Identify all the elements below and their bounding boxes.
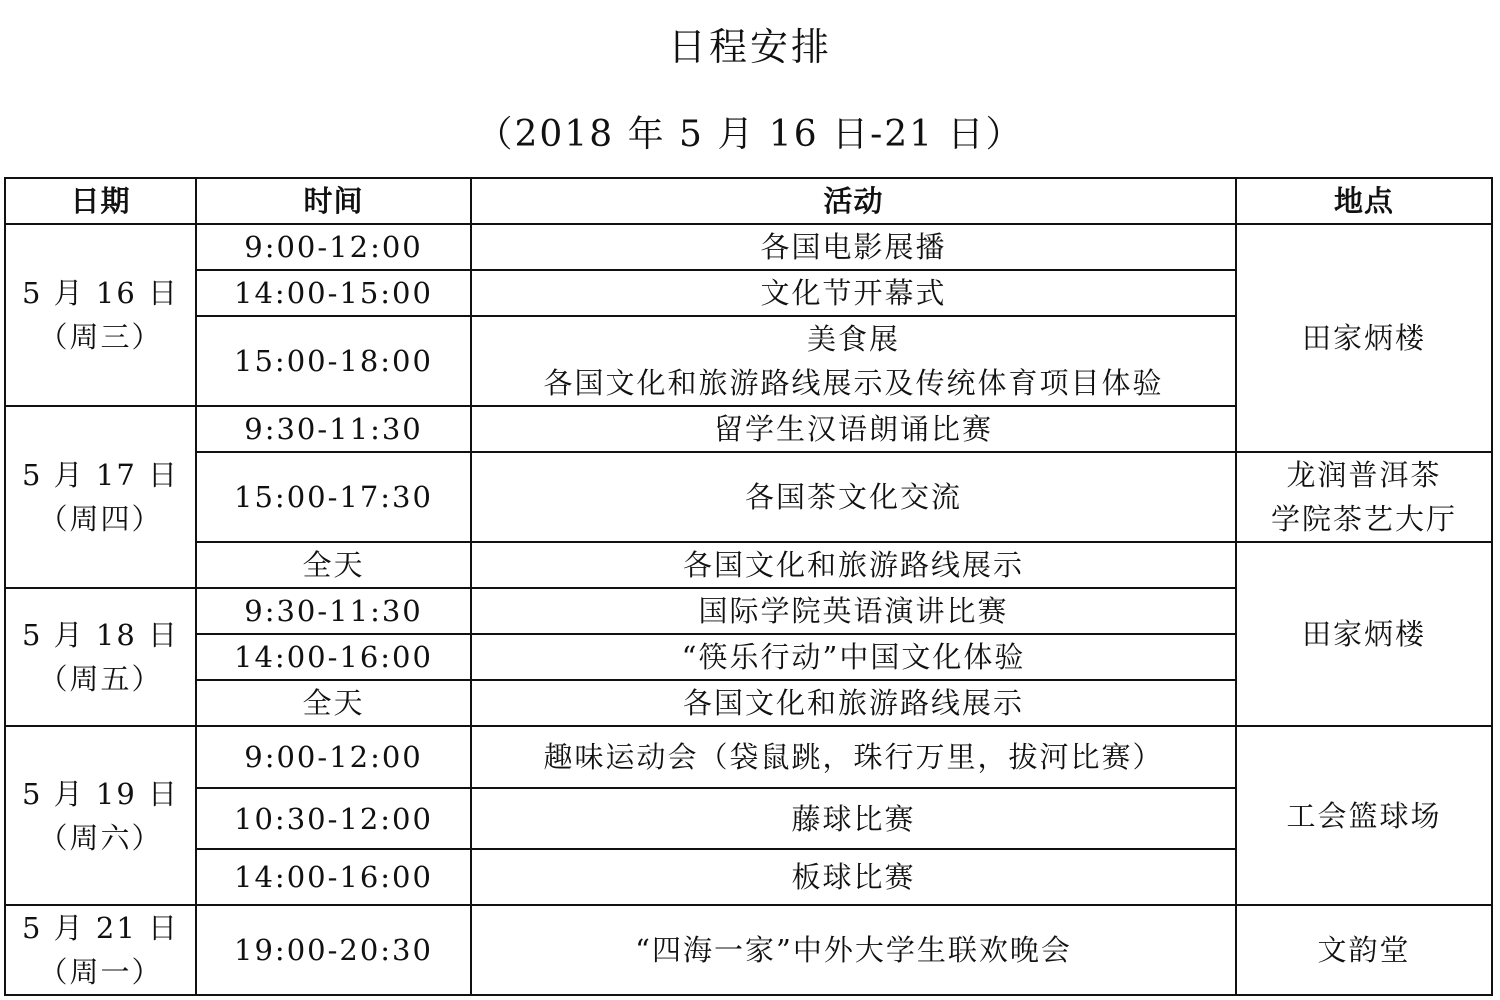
activity-cell: 各国文化和旅游路线展示 xyxy=(471,542,1236,588)
date-cell xyxy=(5,224,196,406)
header-activity: 活动 xyxy=(471,178,1236,224)
table-header-row xyxy=(5,178,1492,224)
schedule-table xyxy=(4,177,1493,996)
activity-cell: 藤球比赛 xyxy=(471,788,1236,849)
date-cell xyxy=(5,726,196,905)
activity-cell: “筷乐行动”中国文化体验 xyxy=(471,634,1236,680)
activity-cell: 板球比赛 xyxy=(471,849,1236,905)
location-cell xyxy=(1236,726,1492,905)
date-line: 5 月 17 日 xyxy=(21,458,179,492)
time-cell: 15:00-18:00 xyxy=(196,316,471,406)
activity-cell: 各国茶文化交流 xyxy=(471,452,1236,542)
date-line: 5 月 16 日 xyxy=(21,276,179,310)
location-cell xyxy=(1236,452,1492,542)
time-cell: 全天 xyxy=(196,542,471,588)
location-line: 龙润普洱茶 xyxy=(1286,458,1442,492)
date-cell xyxy=(5,406,196,588)
table-row xyxy=(5,905,1492,995)
location-line: 文韵堂 xyxy=(1317,933,1411,967)
location-cell xyxy=(1236,224,1492,452)
weekday-line: （周三） xyxy=(38,320,163,354)
weekday-line: （周四） xyxy=(38,502,163,536)
date-line: 5 月 21 日 xyxy=(21,911,179,945)
header-location: 地点 xyxy=(1236,178,1492,224)
table-row xyxy=(5,224,1492,270)
date-cell xyxy=(5,905,196,995)
date-line: 5 月 18 日 xyxy=(21,618,179,652)
time-cell: 14:00-16:00 xyxy=(196,849,471,905)
activity-cell: 国际学院英语演讲比赛 xyxy=(471,588,1236,634)
activity-cell: 趣味运动会（袋鼠跳，珠行万里，拔河比赛） xyxy=(471,726,1236,788)
page-title: 日程安排 xyxy=(667,25,832,69)
time-cell: 10:30-12:00 xyxy=(196,788,471,849)
location-cell xyxy=(1236,905,1492,995)
date-line: 5 月 19 日 xyxy=(21,776,179,811)
time-cell: 9:00-12:00 xyxy=(196,224,471,270)
location-cell xyxy=(1236,542,1492,726)
table-row xyxy=(5,452,1492,542)
date-cell xyxy=(5,588,196,726)
activity-cell: 文化节开幕式 xyxy=(471,270,1236,316)
table-row xyxy=(5,542,1492,588)
time-cell: 9:30-11:30 xyxy=(196,588,471,634)
activity-cell: 各国电影展播 xyxy=(471,224,1236,270)
header-date: 日期 xyxy=(5,178,196,224)
activity-cell: 留学生汉语朗诵比赛 xyxy=(471,406,1236,452)
time-cell: 全天 xyxy=(196,680,471,726)
location-line: 田家炳楼 xyxy=(1301,321,1426,355)
time-cell: 14:00-16:00 xyxy=(196,634,471,680)
activity-cell: 各国文化和旅游路线展示 xyxy=(471,680,1236,726)
weekday-line: （周一） xyxy=(38,955,163,989)
activity-line: 各国文化和旅游路线展示及传统体育项目体验 xyxy=(543,366,1164,400)
time-cell: 15:00-17:30 xyxy=(196,452,471,542)
activity-cell xyxy=(471,316,1236,406)
time-cell: 9:30-11:30 xyxy=(196,406,471,452)
time-cell: 9:00-12:00 xyxy=(196,726,471,788)
activity-line: 美食展 xyxy=(806,322,900,356)
header-time: 时间 xyxy=(196,178,471,224)
location-line: 工会篮球场 xyxy=(1286,798,1442,833)
weekday-line: （周五） xyxy=(38,662,163,696)
page-subtitle: （2018 年 5 月 16 日-21 日） xyxy=(476,114,1024,155)
location-line: 学院茶艺大厅 xyxy=(1270,502,1457,536)
time-cell: 14:00-15:00 xyxy=(196,270,471,316)
activity-cell: “四海一家”中外大学生联欢晚会 xyxy=(471,905,1236,995)
location-line: 田家炳楼 xyxy=(1301,617,1426,651)
weekday-line: （周六） xyxy=(38,820,163,855)
table-row xyxy=(5,726,1492,788)
time-cell: 19:00-20:30 xyxy=(196,905,471,995)
